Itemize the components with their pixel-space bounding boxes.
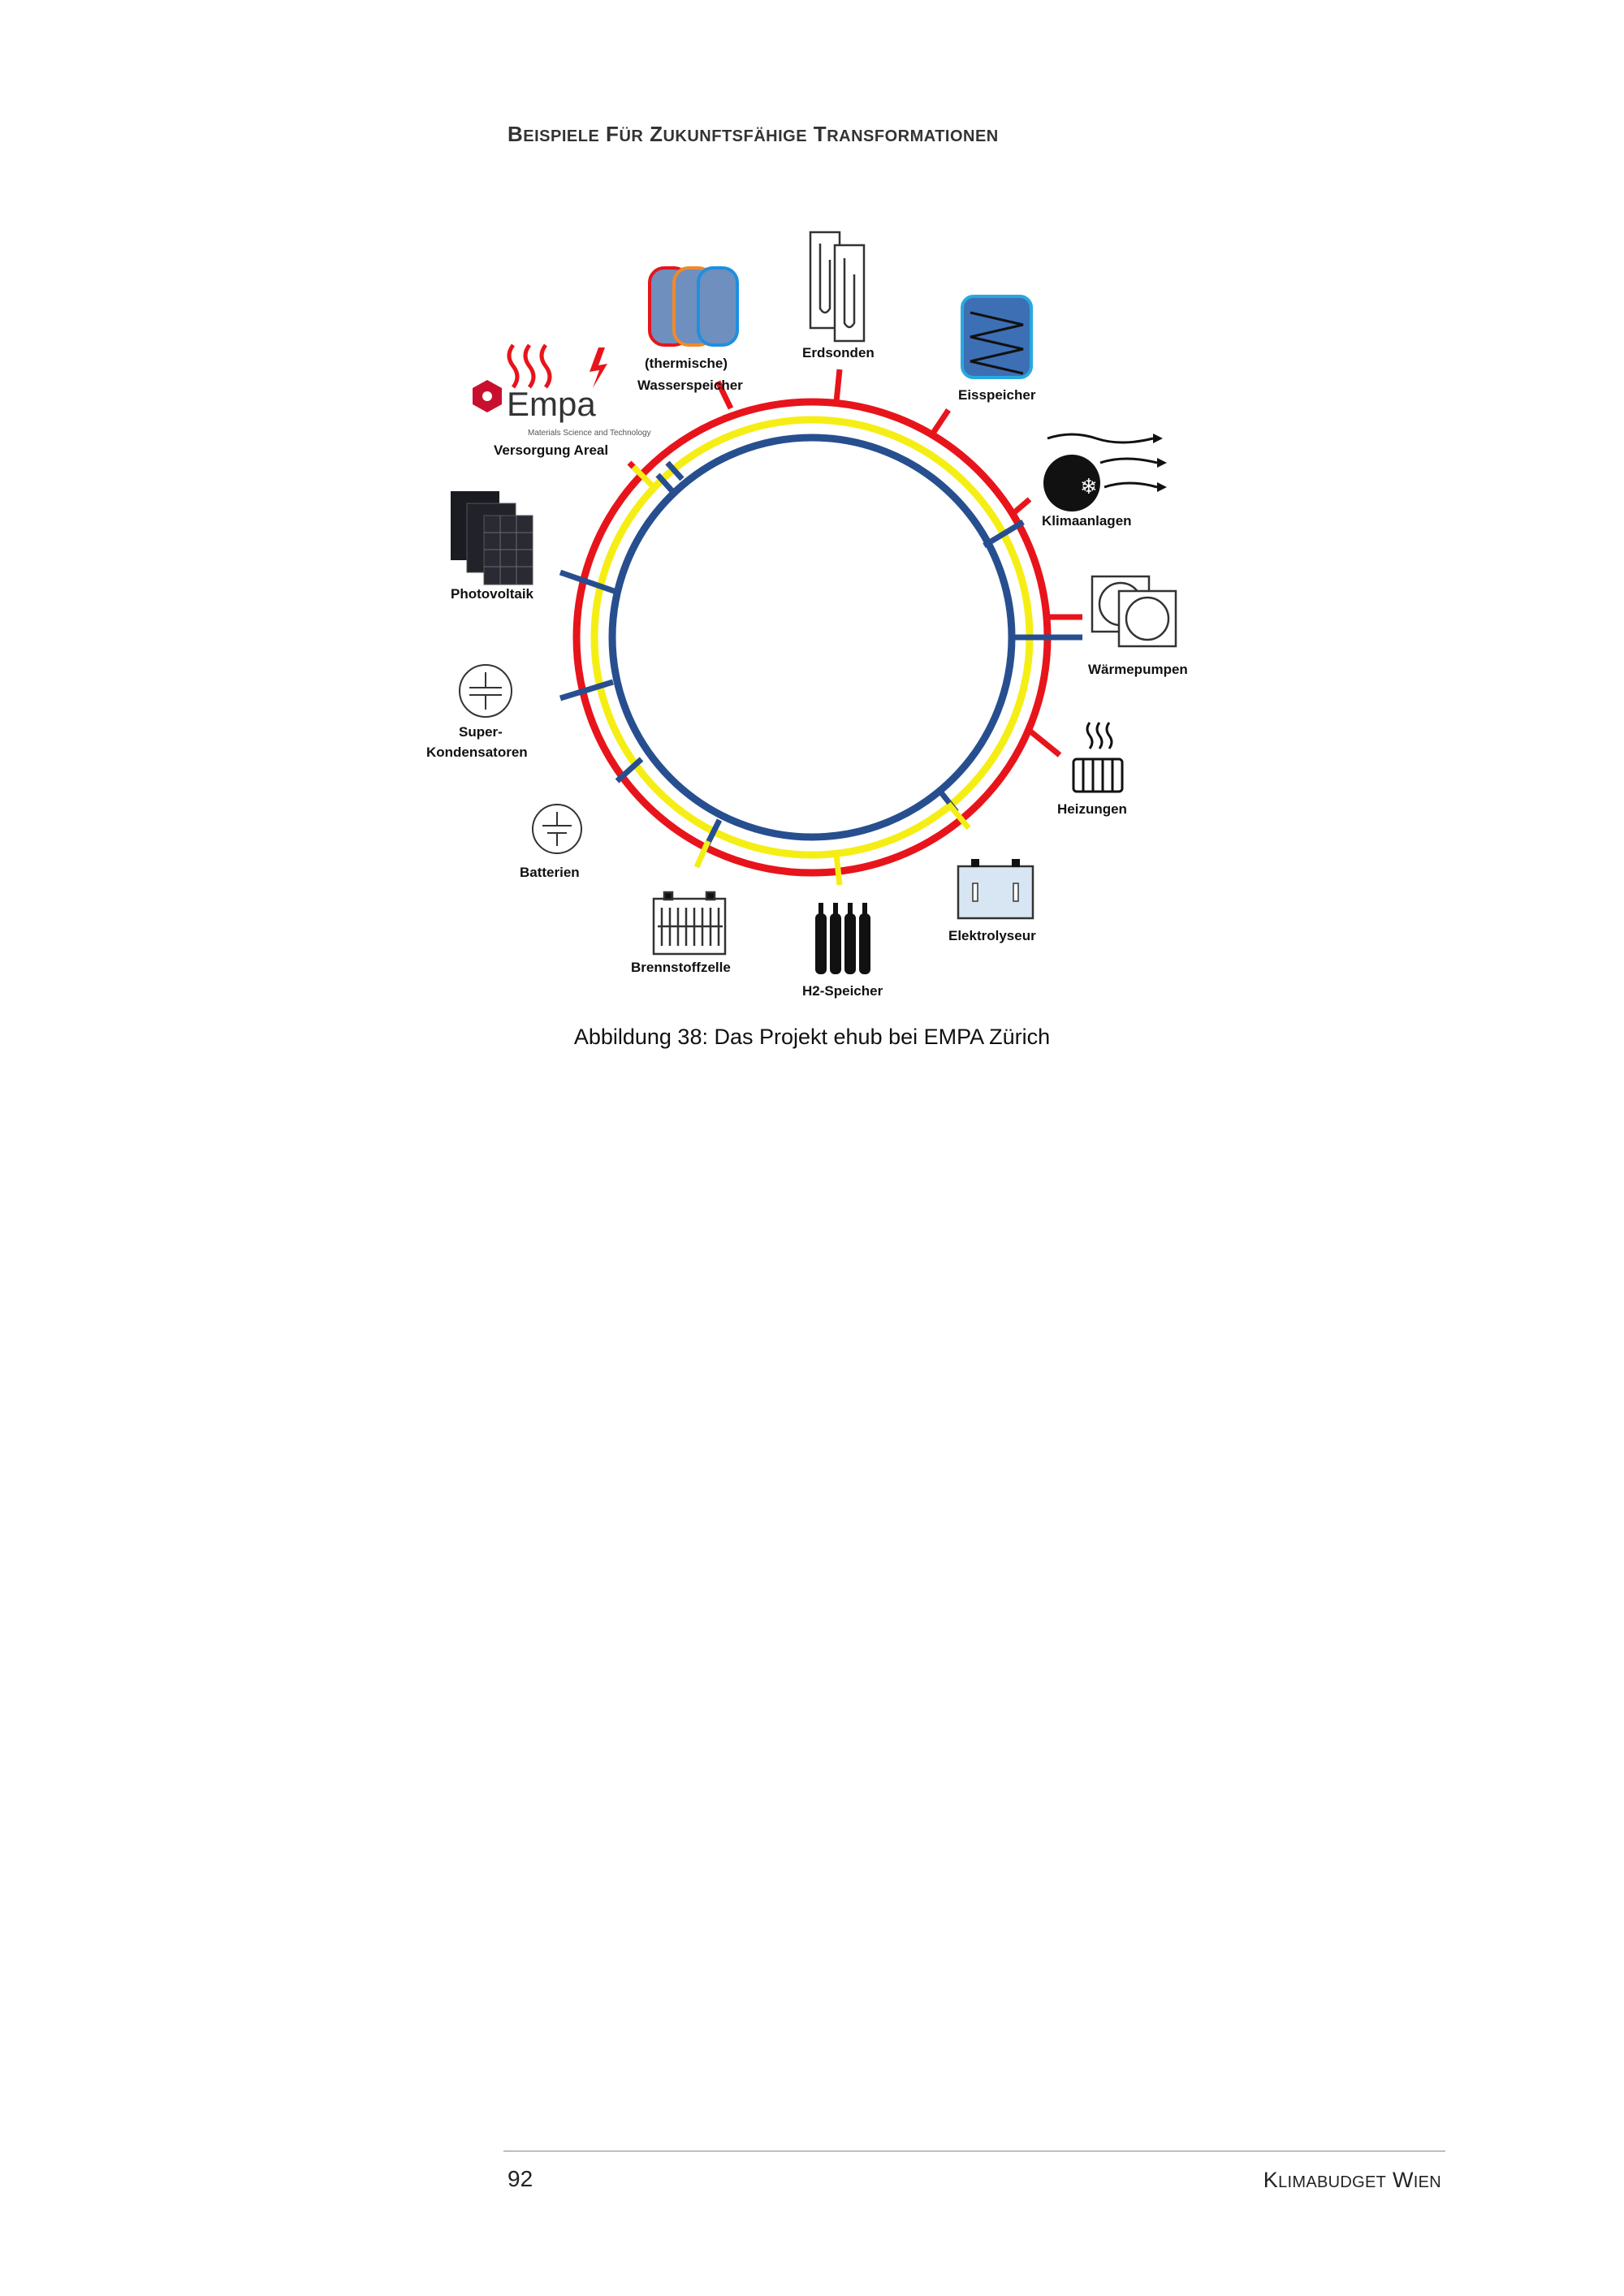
connector-klima-heat <box>1013 499 1030 514</box>
label-wasserspeicher-1: (thermische) <box>645 356 728 371</box>
footer-title <box>1263 2168 1441 2193</box>
figure-caption-text: Abbildung 38: Das Projekt ehub bei EMPA Zürich <box>573 1025 1051 1049</box>
solar-panel-icon <box>451 491 533 585</box>
footer-title-text: KLIMABUDGET WIEN <box>1263 2168 1441 2192</box>
empa-tagline: Materials Science and Technology <box>528 429 651 438</box>
heat-pump-icon <box>1092 576 1176 646</box>
running-header-text: BEISPIELE FÜR ZUKUNFTSFÄHIGE TRANSFORMATIONEN <box>508 122 999 146</box>
label-eisspeicher: Eisspeicher <box>958 387 1036 403</box>
label-erdsonden: Erdsonden <box>802 345 875 360</box>
label-elektrolyseur: Elektrolyseur <box>948 928 1036 943</box>
battery-icon <box>533 805 581 853</box>
ehub-diagram <box>0 0 1624 1023</box>
connector-h2-electric <box>836 854 840 885</box>
electrolyzer-icon <box>958 859 1033 918</box>
ground-probe-icon <box>810 232 864 341</box>
empa-logo <box>473 380 651 438</box>
electric-ring <box>594 420 1030 855</box>
svg-text:❄: ❄ <box>1080 475 1098 499</box>
ice-storage-icon <box>962 296 1031 378</box>
label-photovoltaik: Photovoltaik <box>451 586 534 602</box>
lightning-icon <box>590 347 607 388</box>
label-brennstoffzelle: Brennstoffzelle <box>631 960 731 975</box>
air-conditioning-icon <box>1043 434 1167 511</box>
label-waermepumpen: Wärmepumpen <box>1088 662 1188 677</box>
connector-heizung-heat <box>1030 731 1060 755</box>
hydrogen-cylinders-icon <box>815 903 870 974</box>
cold-ring <box>612 438 1012 837</box>
heater-icon <box>1073 723 1122 792</box>
heat-ring <box>577 402 1047 873</box>
supercapacitor-icon <box>460 665 512 717</box>
water-tank-icon <box>650 268 737 345</box>
figure-caption <box>0 1025 1624 1050</box>
fuel-cell-icon <box>654 892 725 954</box>
connector-pv-cold <box>560 572 619 593</box>
label-heizungen: Heizungen <box>1057 801 1127 817</box>
connector-erdsonden-heat <box>836 369 840 402</box>
empa-wordmark: Empa <box>507 385 596 423</box>
heat-waves-icon <box>509 345 550 387</box>
label-wasserspeicher-2: Wasserspeicher <box>637 378 743 393</box>
label-super-1: Super- <box>459 724 503 740</box>
page-number: 92 <box>508 2166 533 2191</box>
label-h2speicher: H2-Speicher <box>802 983 883 999</box>
label-super-2: Kondensatoren <box>426 744 528 760</box>
label-klimaanlagen: Klimaanlagen <box>1042 513 1132 529</box>
label-versorgung: Versorgung Areal <box>494 442 609 458</box>
connector-eisspeicher-heat <box>932 410 948 434</box>
label-batterien: Batterien <box>520 865 580 880</box>
